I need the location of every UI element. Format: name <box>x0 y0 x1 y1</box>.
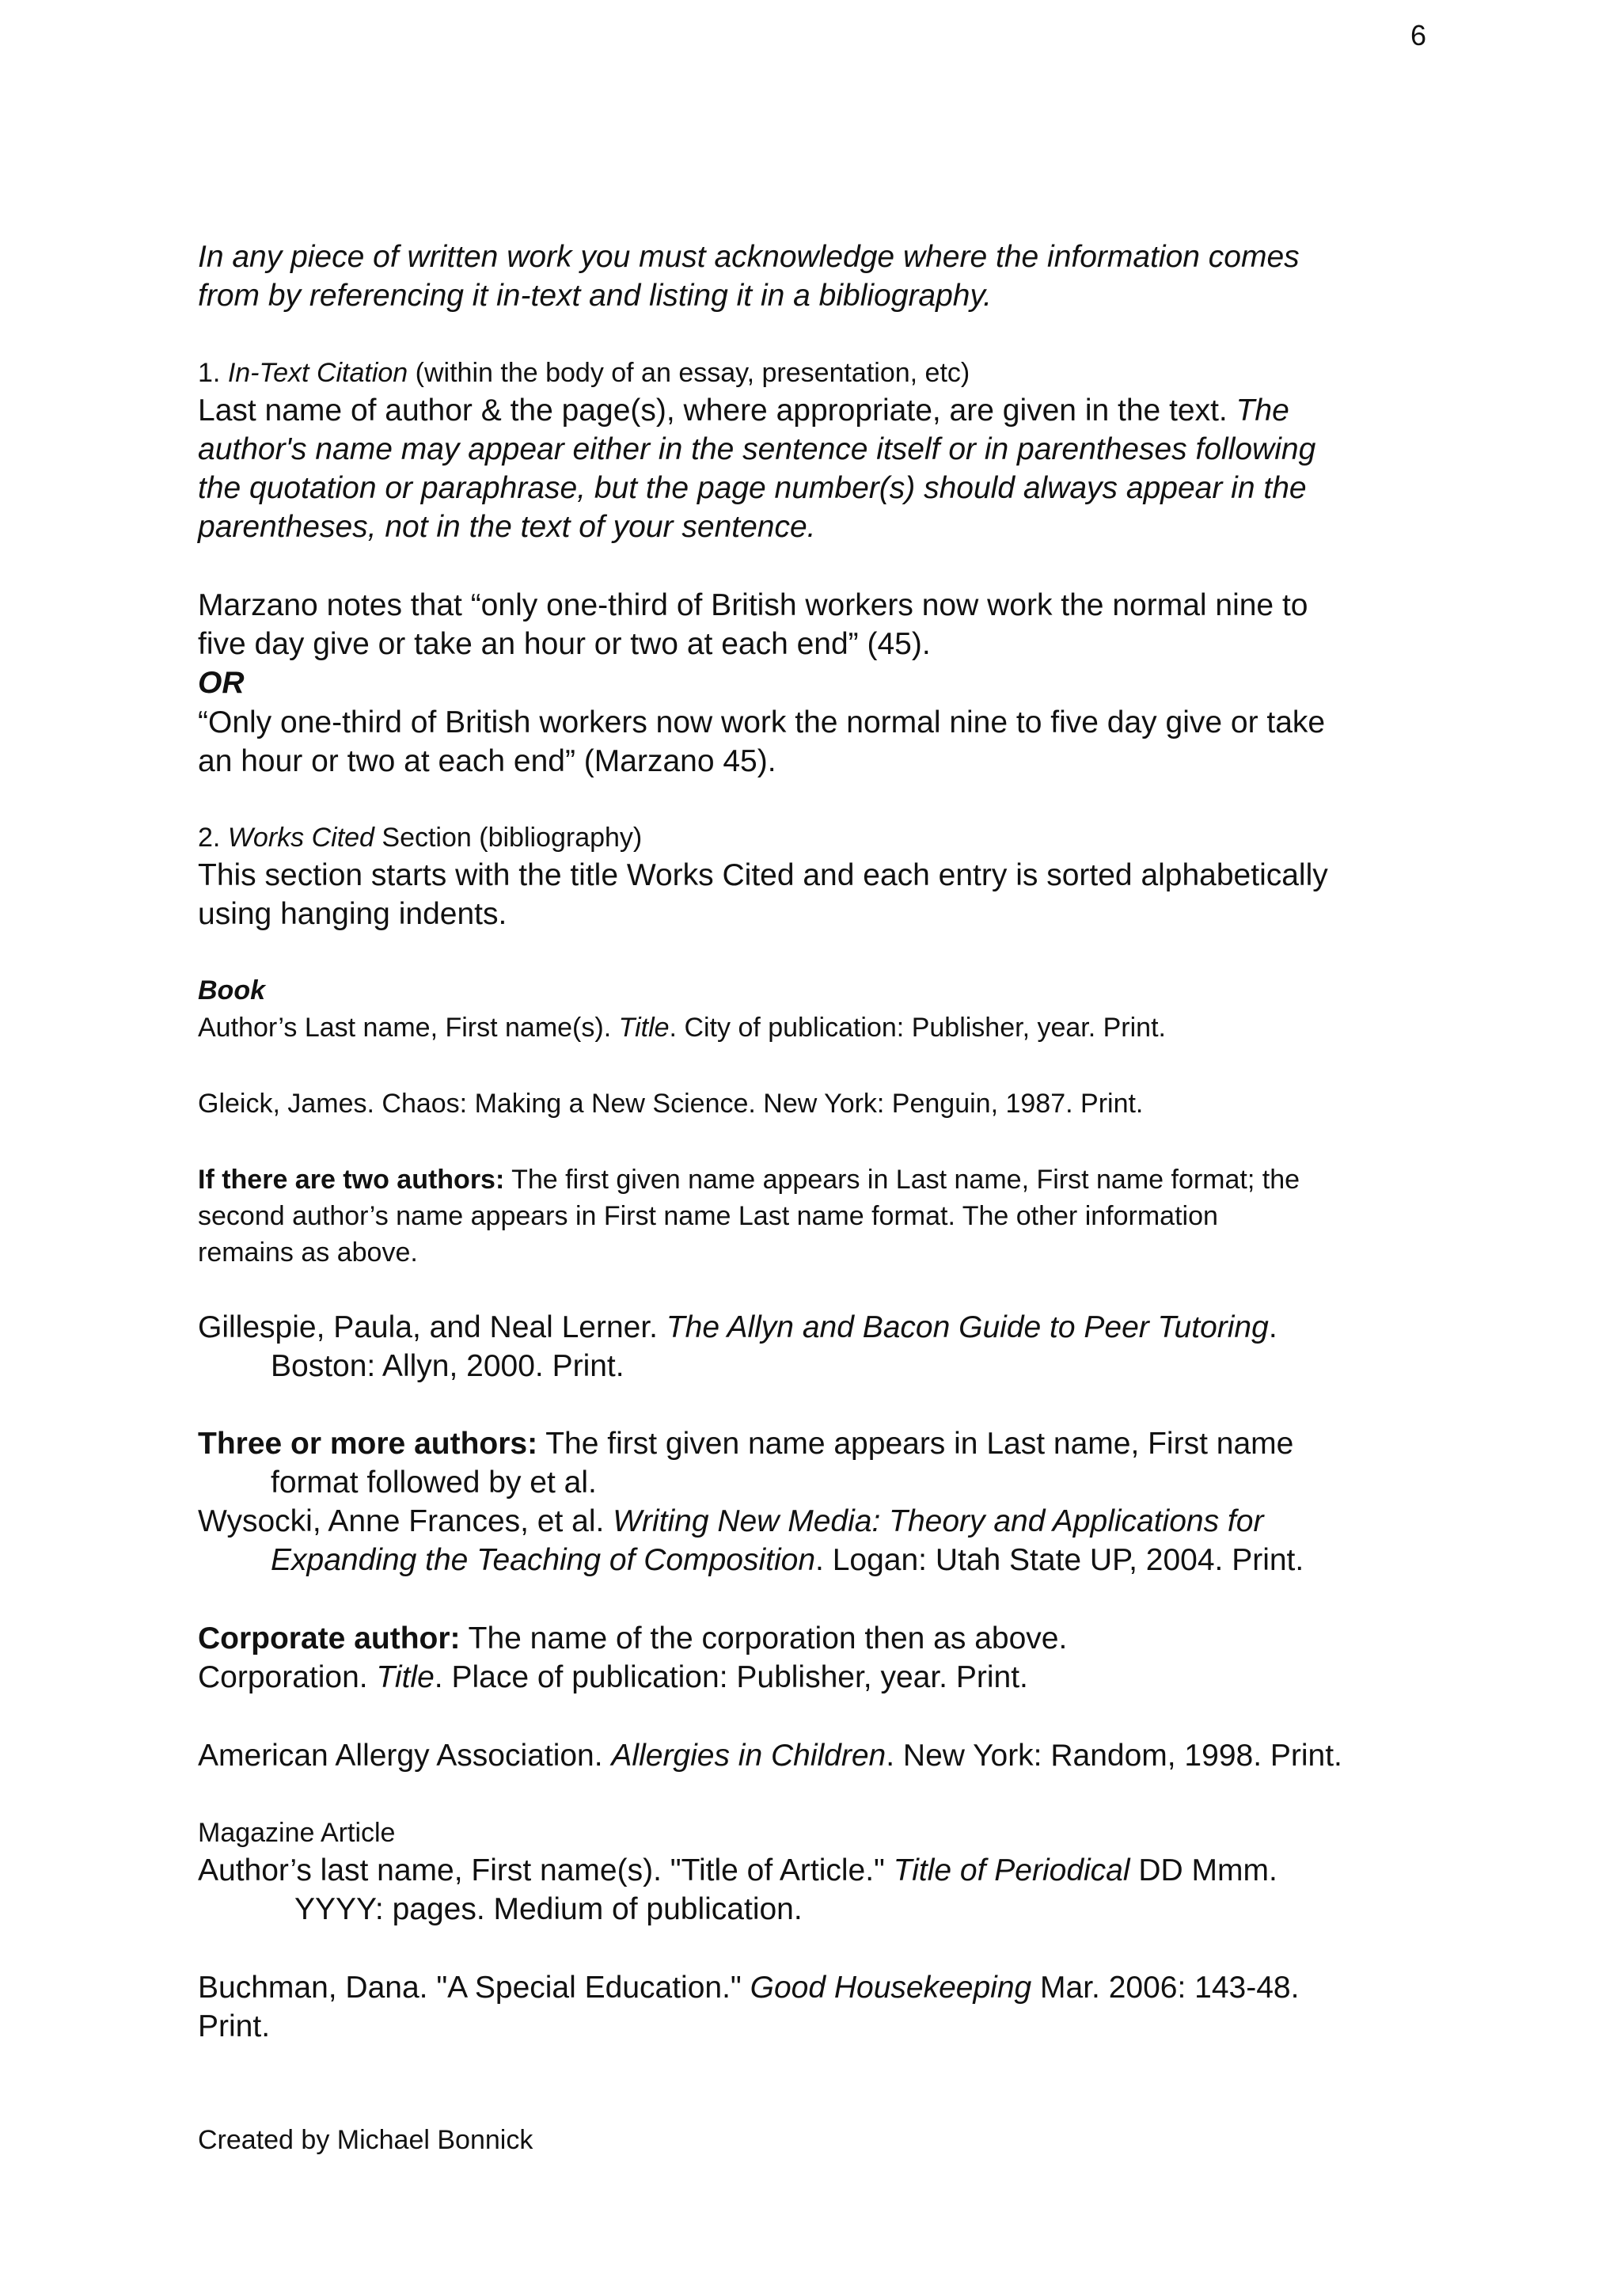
or-label: OR <box>198 666 245 700</box>
intro-line-1: In any piece of written work you must acknowledge where the information comes <box>198 240 1300 274</box>
corporate-author-format: Corporation. Title. Place of publication: Publisher, year. Print. <box>198 1660 1028 1694</box>
two-authors-line-3: remains as above. <box>198 1237 418 1268</box>
magazine-example-line-1: Buchman, Dana. "A Special Education." Good Housekeeping Mar. 2006: 143-48. <box>198 1971 1300 2005</box>
section-1-heading: 1. In-Text Citation (within the body of an essay, presentation, etc) <box>198 358 970 388</box>
book-example: Gleick, James. Chaos: Making a New Science. New York: Penguin, 1987. Print. <box>198 1089 1144 1119</box>
corporate-author-example: American Allergy Association. Allergies in Children. New York: Random, 1998. Print. <box>198 1739 1342 1773</box>
magazine-heading: Magazine Article <box>198 1818 396 1848</box>
corporate-author-line-1: Corporate author: The name of the corporation then as above. <box>198 1621 1068 1655</box>
example-2-line-1: “Only one-third of British workers now work the normal nine to five day give or take <box>198 705 1326 739</box>
section-1-line-4: parentheses, not in the text of your sentence. <box>198 510 816 544</box>
example-2-line-2: an hour or two at each end” (Marzano 45). <box>198 744 776 778</box>
three-authors-line-2: format followed by et al. <box>271 1465 597 1500</box>
section-2-line-1: This section starts with the title Works Cited and each entry is sorted alphabetically <box>198 858 1328 892</box>
magazine-example-line-2: Print. <box>198 2009 271 2043</box>
three-authors-example-line-2: Expanding the Teaching of Composition. Logan: Utah State UP, 2004. Print. <box>271 1543 1304 1577</box>
example-1-line-1: Marzano notes that “only one-third of British workers now work the normal nine to <box>198 588 1308 622</box>
section-1-line-2: author's name may appear either in the sentence itself or in parentheses following <box>198 432 1316 466</box>
two-authors-example-line-2: Boston: Allyn, 2000. Print. <box>271 1349 624 1383</box>
magazine-format-line-2: YYYY: pages. Medium of publication. <box>294 1892 803 1926</box>
section-1-line-1: Last name of author & the page(s), where appropriate, are given in the text. The <box>198 393 1289 428</box>
footer-credit: Created by Michael Bonnick <box>198 2125 533 2155</box>
page-number: 6 <box>1410 19 1427 51</box>
three-authors-line-1: Three or more authors: The first given name appears in Last name, First name <box>198 1427 1294 1461</box>
magazine-format-line-1: Author’s last name, First name(s). "Title of Article." Title of Periodical DD Mmm. <box>198 1853 1277 1887</box>
intro-line-2: from by referencing it in-text and listing it in a bibliography. <box>198 279 992 313</box>
book-heading: Book <box>198 975 265 1005</box>
two-authors-example-line-1: Gillespie, Paula, and Neal Lerner. The Allyn and Bacon Guide to Peer Tutoring. <box>198 1310 1277 1344</box>
section-1-line-3: the quotation or paraphrase, but the page number(s) should always appear in the <box>198 471 1307 505</box>
book-format: Author’s Last name, First name(s). Title. City of publication: Publisher, year. Print. <box>198 1013 1166 1043</box>
section-2-heading: 2. Works Cited Section (bibliography) <box>198 823 643 853</box>
two-authors-line-1: If there are two authors: The first given name appears in Last name, First name format; the <box>198 1165 1300 1195</box>
example-1-line-2: five day give or take an hour or two at each end” (45). <box>198 627 931 661</box>
section-2-line-2: using hanging indents. <box>198 897 507 931</box>
two-authors-line-2: second author’s name appears in First name Last name format. The other information <box>198 1201 1218 1231</box>
three-authors-example-line-1: Wysocki, Anne Frances, et al. Writing New Media: Theory and Applications for <box>198 1504 1264 1538</box>
